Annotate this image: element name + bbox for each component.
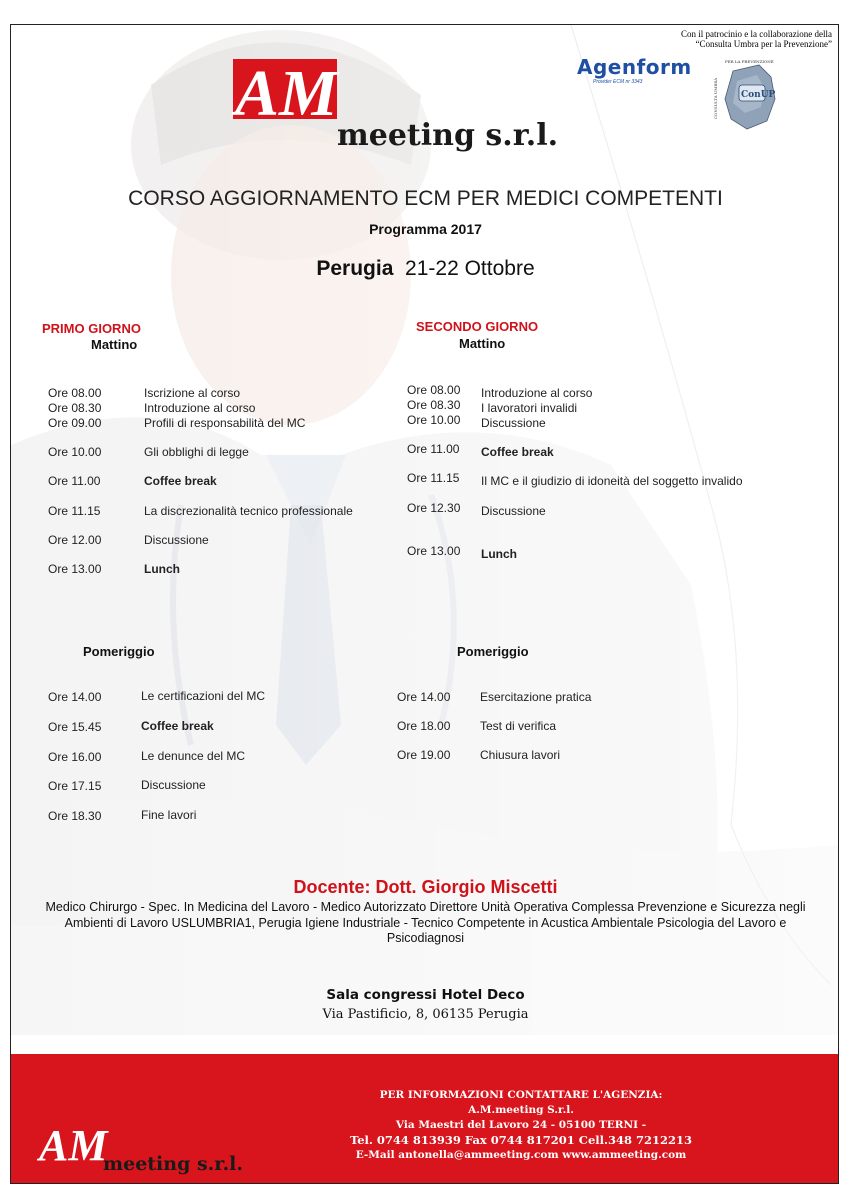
schedule-time: Ore 09.00 xyxy=(48,416,102,430)
schedule-activity: Lunch xyxy=(144,562,180,576)
consulta-mark: ConUP xyxy=(741,90,776,100)
day2-afternoon-label: Pomeriggio xyxy=(457,644,529,659)
dates: 21-22 Ottobre xyxy=(405,257,535,280)
footer-contact-band xyxy=(11,1054,839,1184)
footer-logo-mark: AM xyxy=(39,1121,108,1170)
patronage-line-2: “Consulta Umbra per la Prevenzione” xyxy=(695,39,832,49)
schedule-time: Ore 08.00 xyxy=(407,383,461,397)
day1-title: PRIMO GIORNO xyxy=(42,321,141,336)
schedule-time: Ore 18.00 xyxy=(397,719,451,733)
schedule-activity: Coffee break xyxy=(141,719,214,733)
footer-info-heading: PER INFORMAZIONI CONTATTARE L'AGENZIA: xyxy=(379,1089,663,1101)
program-year: Programma 2017 xyxy=(369,221,482,237)
consulta-umbra-logo xyxy=(711,59,785,133)
schedule-time: Ore 11.00 xyxy=(407,442,460,456)
schedule-time: Ore 11.00 xyxy=(48,474,101,488)
venue-address: Via Pastificio, 8, 06135 Perugia xyxy=(322,1007,529,1022)
footer-email-web: E-Mail antonella@ammeeting.com www.ammeeting.com xyxy=(355,1149,687,1161)
footer-phones: Tel. 0744 813939 Fax 0744 817201 Cell.348 7212213 xyxy=(349,1133,693,1147)
schedule-activity: Il MC e il giudizio di idoneità del soggetto invalido xyxy=(481,474,743,488)
schedule-time: Ore 08.30 xyxy=(407,398,461,412)
course-title: CORSO AGGIORNAMENTO ECM PER MEDICI COMPETENTI xyxy=(128,187,723,210)
schedule-activity: Introduzione al corso xyxy=(144,401,256,415)
docente-description: Medico Chirurgo - Spec. In Medicina del Lavoro - Medico Autorizzato Direttore Unità Operativa Complessa Prevenzione e Sicurezza negli Ambienti di Lavoro USLUMBRIA1, Perugia Igiene Industriale - Tecnico Competente in Acustica Ambientale Psicologia del Lavoro e Psicodiagnosi xyxy=(45,900,806,945)
schedule-time: Ore 13.00 xyxy=(48,562,102,576)
footer-am-meeting-logo xyxy=(37,1114,277,1176)
schedule-activity: Discussione xyxy=(141,778,206,792)
schedule-time: Ore 15.45 xyxy=(48,720,102,734)
docente-title: Docente: Dott. Giorgio Miscetti xyxy=(293,877,558,897)
footer-address: Via Maestri del Lavoro 24 - 05100 TERNI - xyxy=(395,1119,647,1131)
patronage-line-1: Con il patrocinio e la collaborazione della xyxy=(681,29,832,39)
schedule-activity: Introduzione al corso xyxy=(481,386,593,400)
schedule-time: Ore 19.00 xyxy=(397,748,451,762)
schedule-activity: Iscrizione al corso xyxy=(144,386,241,400)
schedule-time: Ore 18.30 xyxy=(48,809,102,823)
schedule-activity: Coffee break xyxy=(481,445,554,459)
am-meeting-logo xyxy=(221,57,581,157)
schedule-time: Ore 10.00 xyxy=(48,445,102,459)
am-logo-text: meeting s.r.l. xyxy=(337,118,559,153)
patronage-note xyxy=(681,29,832,49)
schedule-activity: Discussione xyxy=(481,416,546,430)
schedule-activity: Coffee break xyxy=(144,474,217,488)
schedule-time: Ore 11.15 xyxy=(48,504,101,518)
agenform-logo: Agenform xyxy=(577,55,692,79)
day2-morning-label: Mattino xyxy=(459,336,506,351)
footer-logo-text: meeting s.r.l. xyxy=(103,1153,244,1175)
venue-name: Sala congressi Hotel Deco xyxy=(326,987,525,1003)
schedule-activity: Discussione xyxy=(144,533,209,547)
schedule-time: Ore 12.00 xyxy=(48,533,102,547)
city: Perugia xyxy=(316,257,394,280)
footer-contact-info xyxy=(311,1088,731,1163)
schedule-activity: I lavoratori invalidi xyxy=(481,401,578,415)
day1-afternoon-label: Pomeriggio xyxy=(83,644,155,659)
schedule-time: Ore 17.15 xyxy=(48,779,102,793)
day1-morning-label: Mattino xyxy=(91,337,138,352)
location-dates xyxy=(11,257,839,281)
am-logo-mark: AM xyxy=(235,57,338,130)
schedule-activity: Le certificazioni del MC xyxy=(141,689,266,703)
schedule-activity: Profili di responsabilità del MC xyxy=(144,416,306,430)
schedule-activity: Esercitazione pratica xyxy=(480,690,592,704)
schedule-activity: Discussione xyxy=(481,504,546,518)
schedule-time: Ore 14.00 xyxy=(397,690,451,704)
schedule-activity: Gli obblighi di legge xyxy=(144,445,249,459)
consulta-top-text: PER LA PREVENZIONE xyxy=(725,59,774,64)
agenform-subtitle: Provider ECM nr 3343 xyxy=(593,79,643,85)
schedule-time: Ore 13.00 xyxy=(407,544,461,558)
schedule-activity: La discrezionalità tecnico professionale xyxy=(144,504,353,518)
schedule-time: Ore 14.00 xyxy=(48,690,102,704)
schedule-time: Ore 08.30 xyxy=(48,401,102,415)
schedule-activity: Chiusura lavori xyxy=(480,748,561,762)
schedule-activity: Fine lavori xyxy=(141,808,197,822)
flyer xyxy=(10,24,839,1184)
schedule-time: Ore 10.00 xyxy=(407,413,461,427)
schedule-time: Ore 16.00 xyxy=(48,750,102,764)
footer-company: A.M.meeting S.r.l. xyxy=(468,1104,574,1116)
schedule-activity: Test di verifica xyxy=(480,719,557,733)
schedule-activity: Lunch xyxy=(481,547,517,561)
schedule-activity: Le denunce del MC xyxy=(141,749,246,763)
schedule-time: Ore 11.15 xyxy=(407,471,460,485)
schedule-time: Ore 12.30 xyxy=(407,501,461,515)
consulta-ring-text: CONSULTA UMBRA xyxy=(713,77,718,119)
day2-title: SECONDO GIORNO xyxy=(416,319,539,334)
schedule-time: Ore 08.00 xyxy=(48,386,102,400)
